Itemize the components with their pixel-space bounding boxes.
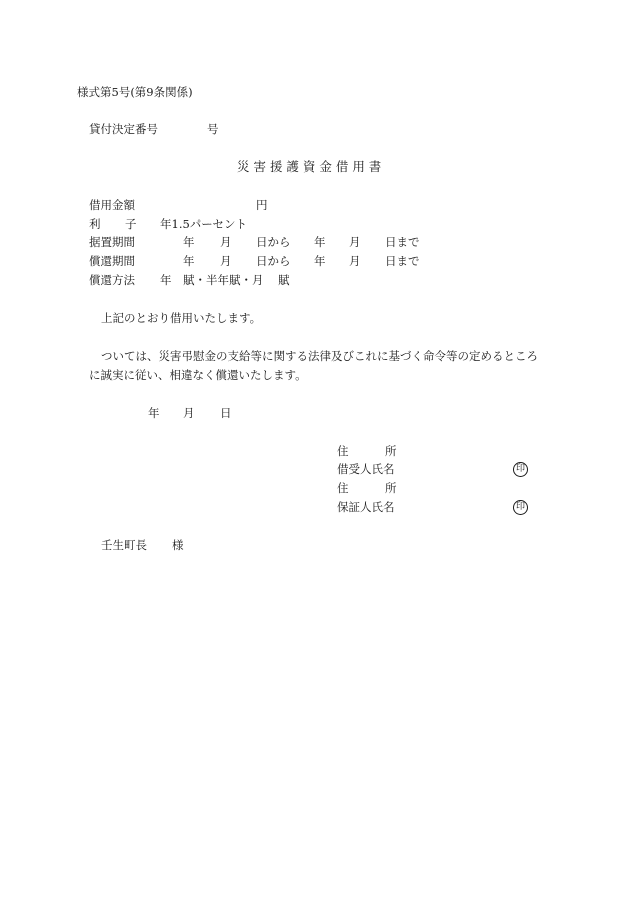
borrower-seal: 印 (513, 462, 528, 477)
repayment-from: 日から (256, 254, 291, 268)
grace-period-label: 据置期間 (89, 235, 135, 249)
guarantor-address-label-1: 住 (337, 481, 349, 495)
guarantor-seal: 印 (513, 500, 528, 515)
loan-decision-number-label: 貸付決定番号 (89, 122, 158, 136)
date-month: 月 (183, 406, 195, 420)
guarantor-name-label: 保証人氏名 (337, 500, 395, 514)
paragraph-borrowing: 上記のとおり借用いたします。 (101, 311, 262, 325)
repayment-period-label: 償還期間 (89, 254, 135, 268)
repayment-month-2: 月 (349, 254, 361, 268)
loan-amount-label: 借用金額 (89, 198, 135, 212)
borrower-name-label: 借受人氏名 (337, 462, 395, 476)
repayment-to: 日まで (385, 254, 420, 268)
grace-to: 日まで (385, 235, 420, 249)
date-year: 年 (148, 406, 160, 420)
grace-year: 年 (183, 235, 195, 249)
paragraph-repayment-line-1: ついては、災害弔慰金の支給等に関する法律及びこれに基づく命令等の定めるところ (101, 349, 538, 363)
grace-month: 月 (220, 235, 232, 249)
repayment-year: 年 (183, 254, 195, 268)
addressee-name: 壬生町長 (101, 538, 147, 552)
repayment-month: 月 (220, 254, 232, 268)
loan-decision-number-suffix: 号 (207, 122, 219, 136)
repayment-method-monthly: 賦 (278, 273, 290, 287)
grace-month-2: 月 (349, 235, 361, 249)
document-title: 災 害 援 護 資 金 借 用 書 (237, 159, 382, 174)
loan-amount-unit: 円 (256, 198, 268, 212)
repayment-method-label: 償還方法 (89, 273, 135, 287)
paragraph-repayment-line-2: に誠実に従い、相違なく償還いたします。 (89, 368, 307, 382)
borrower-address-label-1: 住 (337, 444, 349, 458)
guarantor-address-label-2: 所 (385, 481, 397, 495)
borrower-address-label-2: 所 (385, 444, 397, 458)
grace-from: 日から (256, 235, 291, 249)
interest-label-2: 子 (125, 217, 137, 231)
interest-value: 年1.5パーセント (160, 217, 248, 231)
interest-label-1: 利 (89, 217, 101, 231)
date-day: 日 (220, 406, 232, 420)
form-number: 様式第5号(第9条関係) (77, 85, 193, 99)
repayment-year-2: 年 (314, 254, 326, 268)
repayment-method-options: 賦・半年賦・月 (183, 273, 264, 287)
addressee-honorific: 様 (172, 538, 184, 552)
repayment-method-year: 年 (160, 273, 172, 287)
grace-year-2: 年 (314, 235, 326, 249)
